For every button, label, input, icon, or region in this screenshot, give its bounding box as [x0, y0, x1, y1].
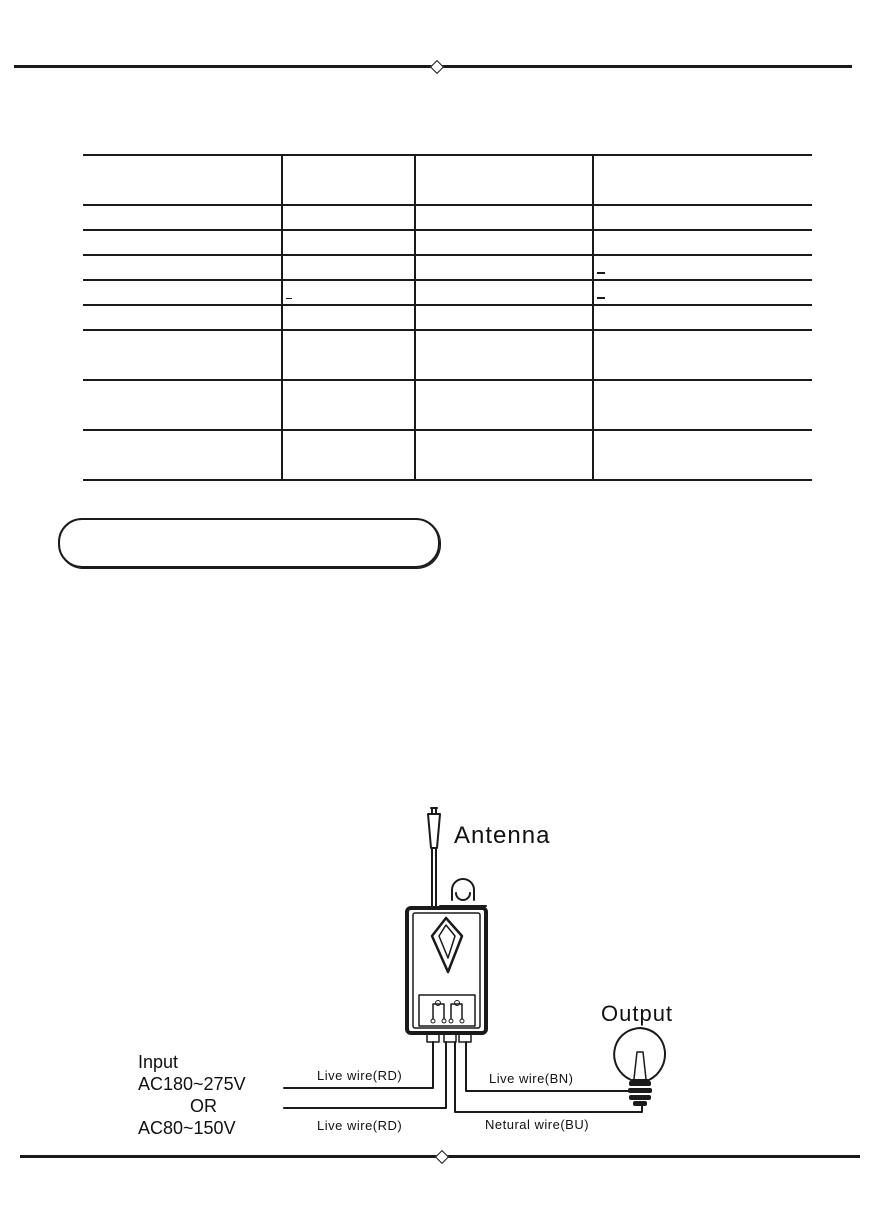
input-voltage-high: AC180~275V — [138, 1074, 246, 1094]
wire-label-input-live-top: Live wire(RD) — [317, 1068, 403, 1083]
light-bulb-base — [628, 1081, 652, 1106]
wire-label-input-live-bottom: Live wire(RD) — [317, 1118, 403, 1133]
hanging-hook-inner — [456, 893, 470, 900]
cable-gland-3 — [459, 1034, 471, 1042]
antenna-label: Antenna — [454, 822, 551, 849]
logo-diamond-inner — [439, 925, 455, 958]
wire-label-output-neutral: Netural wire(BU) — [485, 1117, 590, 1132]
terminal-block — [419, 995, 475, 1026]
cable-gland-2 — [444, 1034, 456, 1042]
output-label: Output — [601, 1001, 674, 1026]
hanging-hook — [452, 879, 474, 900]
terminal-bracket-left — [433, 1004, 444, 1019]
terminal-bracket-right — [451, 1004, 462, 1019]
input-or-label: OR — [190, 1096, 217, 1116]
light-bulb-glass — [614, 1028, 665, 1080]
input-voltage-low: AC80~150V — [138, 1118, 236, 1138]
wire-label-output-live: Live wire(BN) — [489, 1071, 574, 1086]
cable-gland-1 — [427, 1034, 439, 1042]
input-label: Input — [138, 1052, 179, 1072]
antenna-tip — [428, 814, 440, 848]
